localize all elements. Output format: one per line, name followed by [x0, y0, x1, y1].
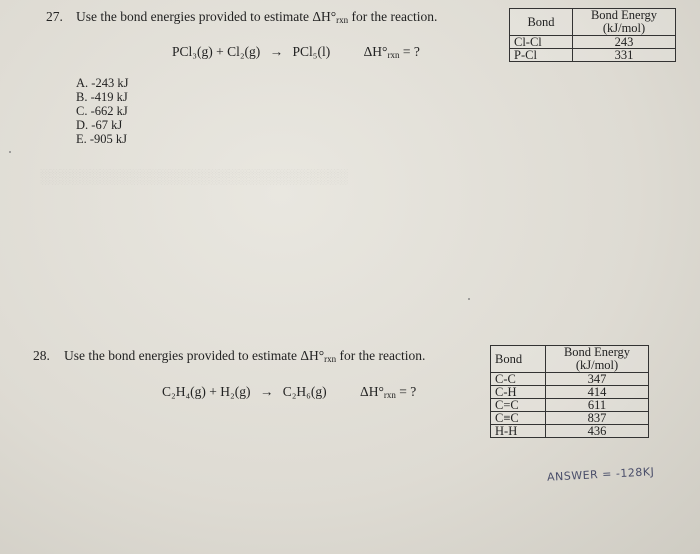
energy-cell: 837 — [546, 412, 649, 425]
enthalpy-label: $\Delta H^\circ_{rxn}$ = ? — [360, 384, 417, 400]
energy-cell: 331 — [573, 49, 676, 62]
choice-c[interactable]: C. -662 kJ — [76, 104, 128, 118]
bond-cell: C≡C — [491, 412, 546, 425]
energy-cell: 611 — [546, 399, 649, 412]
bond-cell: C-C — [491, 373, 546, 386]
bond-cell: Cl-Cl — [510, 36, 573, 49]
enthalpy-label: $\Delta H^\circ_{rxn}$ = ? — [363, 44, 420, 60]
header-bond: Bond — [491, 346, 546, 373]
table-row — [510, 49, 676, 62]
table-row — [491, 425, 649, 438]
table-row — [491, 386, 649, 399]
header-bond-energy: Bond Energy (kJ/mol) — [546, 346, 649, 373]
bond-cell: C-H — [491, 386, 546, 399]
choice-b[interactable]: B. -419 kJ — [76, 90, 128, 104]
question-number: 27. — [46, 9, 63, 24]
table-row — [491, 412, 649, 425]
header-bond: Bond — [510, 9, 573, 36]
choice-e[interactable]: E. -905 kJ — [76, 132, 128, 146]
header-bond-energy: Bond Energy (kJ/mol) — [573, 9, 676, 36]
table-row — [491, 399, 649, 412]
energy-cell: 347 — [546, 373, 649, 386]
question-text: Use the bond energies provided to estimate $\Delta H^\circ_{rxn}$ for the reaction. — [76, 9, 438, 25]
choice-a[interactable]: A. -243 kJ — [76, 76, 129, 90]
paper-speck — [9, 151, 11, 153]
reactants: PCl₃(g) + Cl₂(g) — [172, 44, 261, 59]
handwritten-answer: ANSWER = -128KJ — [546, 465, 655, 484]
table-row — [491, 373, 649, 386]
products: PCl₅(l) — [292, 44, 331, 59]
bleed-through-text: ░░░░░░░░░░░░░░░░░░░░░░░░░░░░░░░ — [40, 170, 348, 185]
reaction-equation-28 — [162, 384, 416, 400]
products: C₂H₆(g) — [282, 384, 327, 399]
bond-energy-table-28 — [490, 345, 649, 438]
bond-cell: P-Cl — [510, 49, 573, 62]
reaction-equation-27 — [172, 44, 420, 60]
paper-speck — [468, 298, 470, 300]
question-text: Use the bond energies provided to estimate $\Delta H^\circ_{rxn}$ for the reaction. — [64, 348, 426, 364]
bond-cell: C=C — [491, 399, 546, 412]
energy-cell: 436 — [546, 425, 649, 438]
question-number: 28. — [33, 348, 50, 363]
energy-cell: 414 — [546, 386, 649, 399]
table-header-row — [510, 9, 676, 36]
bond-energy-table-27 — [509, 8, 676, 62]
energy-cell: 243 — [573, 36, 676, 49]
bond-cell: H-H — [491, 425, 546, 438]
reaction-arrow: → — [259, 384, 274, 399]
choice-d[interactable]: D. -67 kJ — [76, 118, 123, 132]
reactants: C₂H₄(g) + H₂(g) — [162, 384, 251, 399]
answer-choices-27 — [76, 76, 128, 146]
reaction-arrow: → — [269, 44, 284, 59]
table-row — [510, 36, 676, 49]
table-header-row — [491, 346, 649, 373]
